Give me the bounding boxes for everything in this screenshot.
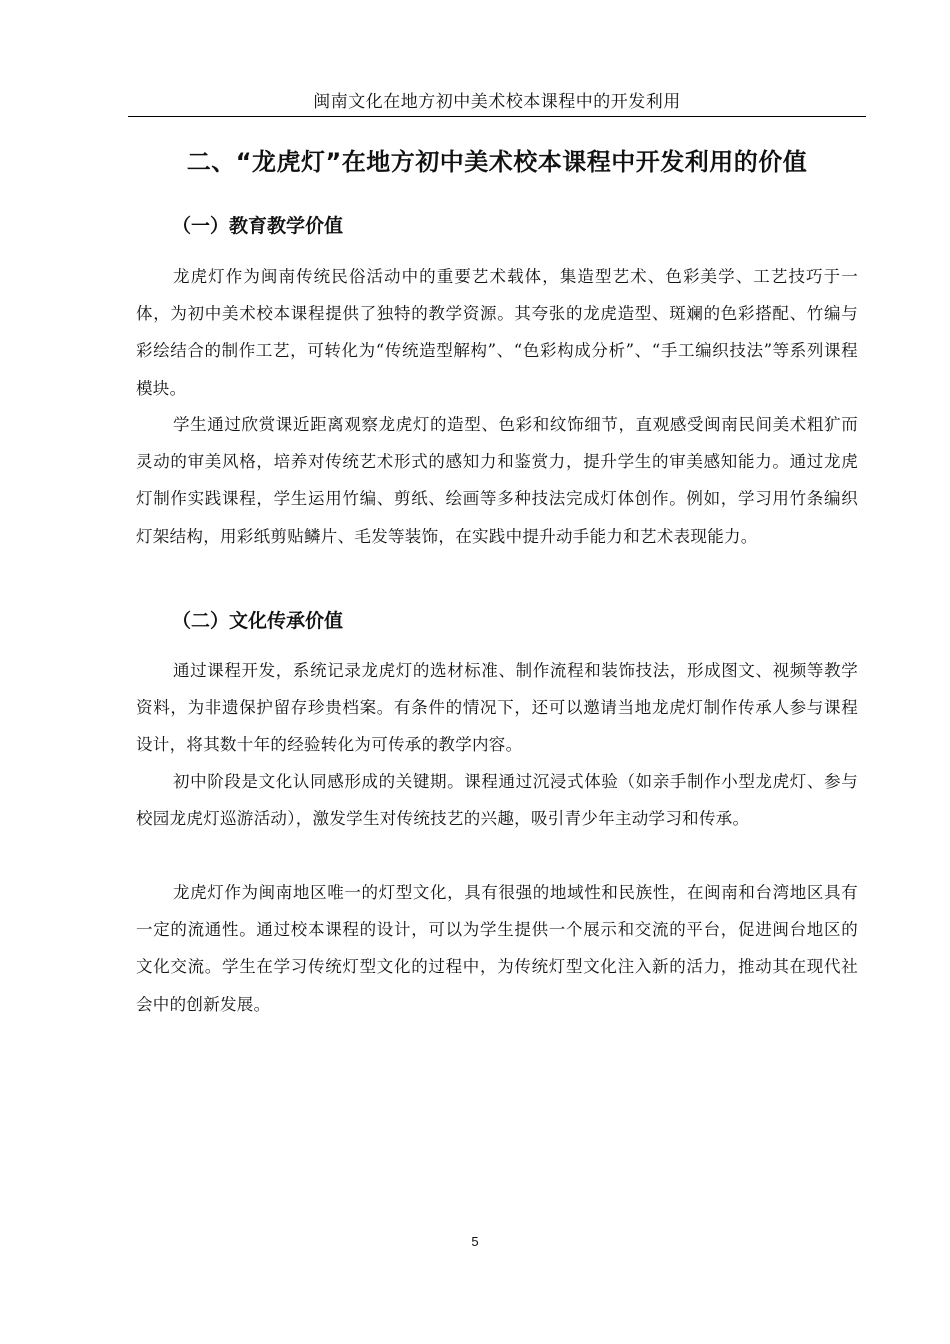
section-title: 二、“龙虎灯”在地方初中美术校本课程中开发利用的价值 <box>186 148 808 176</box>
page-number: 5 <box>471 1234 479 1249</box>
paragraph: 龙虎灯作为闽南地区唯一的灯型文化，具有很强的地域性和民族性，在闽南和台湾地区具有一定的流通性。通过校本课程的设计，可以为学生提供一个展示和交流的平台，促进闽台地区的文化交流。学生在学习传统灯型文化的过程中，为传统灯型文化注入新的活力，推动其在现代社会中的创新发展。 <box>136 883 858 1014</box>
header-divider <box>128 116 866 117</box>
running-header: 闽南文化在地方初中美术校本课程中的开发利用 <box>313 92 681 112</box>
paragraph: 龙虎灯作为闽南传统民俗活动中的重要艺术载体，集造型艺术、色彩美学、工艺技巧于一体，为初中美术校本课程提供了独特的教学资源。其夸张的龙虎造型、斑斓的色彩搭配、竹编与彩绘结合的制作工艺，可转化为“传统造型解构”、“色彩构成分析”、“手工编织技法”等系列课程模块。 <box>136 267 858 398</box>
paragraph: 学生通过欣赏课近距离观察龙虎灯的造型、色彩和纹饰细节，直观感受闽南民间美术粗犷而灵动的审美风格，培养对传统艺术形式的感知力和鉴赏力，提升学生的审美感知能力。通过龙虎灯制作实践课程，学生运用竹编、剪纸、绘画等多种技法完成灯体创作。例如，学习用竹条编织灯架结构，用彩纸剪贴鳞片、毛发等装饰，在实践中提升动手能力和艺术表现能力。 <box>136 415 858 546</box>
paragraph: 初中阶段是文化认同感形成的关键期。课程通过沉浸式体验（如亲手制作小型龙虎灯、参与校园龙虎灯巡游活动），激发学生对传统技艺的兴趣，吸引青少年主动学习和传承。 <box>136 772 858 829</box>
subsection-title-education: （一）教育教学价值 <box>172 215 344 237</box>
paragraph: 通过课程开发，系统记录龙虎灯的选材标准、制作流程和装饰技法，形成图文、视频等教学资料，为非遗保护留存珍贵档案。有条件的情况下，还可以邀请当地龙虎灯制作传承人参与课程设计，将其数十年的经验转化为可传承的教学内容。 <box>136 661 858 755</box>
subsection-title-culture: （二）文化传承价值 <box>172 610 344 632</box>
